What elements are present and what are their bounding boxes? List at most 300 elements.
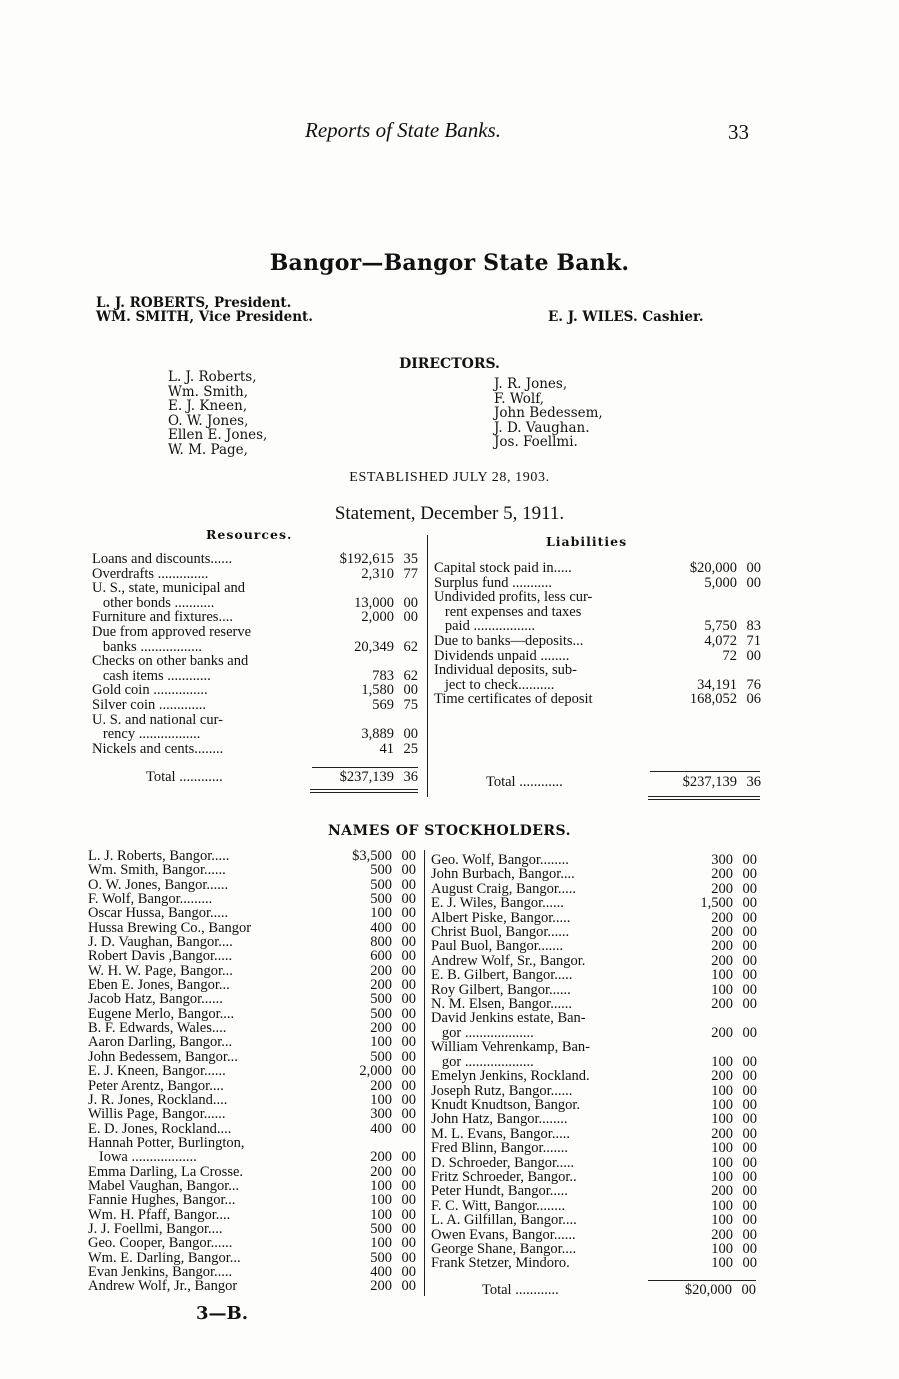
stockholder-row-label: Roy Gilbert, Bangor......	[431, 982, 571, 998]
stockholder-row-amount: 200	[711, 924, 733, 941]
stockholder-row-amount: 300	[370, 1106, 392, 1123]
resource-row-cents: 00	[403, 726, 418, 743]
resource-row-amount: 3,889	[361, 726, 394, 743]
liability-row	[434, 663, 761, 678]
stockholder-row	[431, 1011, 757, 1025]
stockholder-row-amount: 200	[370, 1163, 392, 1180]
resource-row-amount: 1,580	[361, 682, 394, 699]
stockholder-row-cents: 00	[401, 1005, 416, 1022]
stockholder-row-label: Joseph Rutz, Bangor......	[431, 1083, 573, 1098]
running-title: Reports of State Banks.	[305, 118, 501, 142]
stockholder-row-cents: 00	[401, 905, 416, 922]
stockholder-row	[88, 1093, 416, 1107]
liability-row-amount: 5,000	[704, 574, 737, 591]
statement-column-divider	[427, 535, 428, 797]
liability-row	[434, 692, 761, 707]
stockholder-row-label: Jacob Hatz, Bangor......	[88, 992, 223, 1007]
stockholder-row-cents: 00	[401, 876, 416, 893]
stockholder-row-label: David Jenkins estate, Ban-	[431, 1011, 586, 1026]
stockholder-row-cents: 00	[401, 1034, 416, 1051]
resource-row-amount: 41	[379, 740, 394, 757]
stockholder-row	[431, 1084, 757, 1098]
liabilities-total-row	[486, 775, 761, 790]
stockholder-row	[431, 1228, 757, 1242]
stockholder-row-label: gor ...................	[431, 1025, 534, 1041]
stockholder-row-amount: 1,500	[700, 895, 733, 912]
liability-row	[434, 678, 761, 693]
liability-row-cents: 00	[746, 574, 761, 591]
stockholder-row	[431, 997, 757, 1011]
liabilities-total-amount: $237,139	[682, 774, 737, 790]
stockholder-row-label: E. B. Gilbert, Bangor.....	[431, 968, 573, 983]
stockholder-row-cents: 00	[401, 1063, 416, 1080]
stockholder-row-label: Owen Evans, Bangor......	[431, 1227, 576, 1242]
stockholder-row-cents: 00	[401, 962, 416, 979]
stockholder-row-amount: 100	[711, 1240, 733, 1257]
stockholders-total-amount: $20,000	[684, 1282, 732, 1298]
stockholders-column-divider	[424, 850, 425, 1296]
stockholder-row-label: N. M. Elsen, Bangor......	[431, 997, 572, 1012]
stockholder-row-cents: 00	[742, 938, 757, 955]
stockholder-row-amount: 200	[370, 1278, 392, 1295]
stockholder-row-cents: 00	[742, 1183, 757, 1200]
liability-row-cents: 06	[746, 691, 761, 708]
stockholder-row-label: Andrew Wolf, Sr., Bangor.	[431, 953, 586, 969]
stockholder-row	[88, 964, 416, 978]
stockholder-row-label: F. C. Witt, Bangor........	[431, 1198, 566, 1214]
liability-row-amount: 5,750	[704, 618, 737, 635]
stockholder-row	[88, 1208, 416, 1222]
resources-total-label: Total ............	[146, 770, 223, 785]
liability-row-label: Individual deposits, sub-	[434, 663, 577, 678]
stockholder-row	[431, 911, 757, 925]
resource-row-label: U. S. and national cur-	[92, 712, 223, 728]
stockholder-row-cents: 00	[401, 977, 416, 994]
liability-row	[434, 619, 761, 634]
running-head	[0, 118, 899, 148]
liabilities-total-rule-1	[648, 796, 760, 797]
stockholder-row	[431, 1242, 757, 1256]
stockholder-row-amount: 500	[370, 1220, 392, 1237]
resource-row-label: banks .................	[92, 639, 202, 655]
stockholder-row-label: Wm. E. Darling, Bangor...	[88, 1250, 241, 1265]
stockholder-row-cents: 00	[742, 1111, 757, 1128]
stockholder-row-amount: 300	[711, 852, 733, 868]
stockholder-row-amount: 200	[711, 1024, 733, 1041]
stockholder-row-amount: 200	[711, 1125, 733, 1142]
resource-row-amount: 783	[372, 667, 394, 684]
stockholders-total-cents: 00	[741, 1282, 756, 1298]
stockholder-row-cents: 00	[401, 948, 416, 965]
stockholder-row-amount: 200	[711, 996, 733, 1013]
stockholder-row	[88, 921, 416, 935]
stockholder-row-label: John Burbach, Bangor....	[431, 867, 575, 882]
stockholder-row	[88, 1150, 416, 1164]
stockholder-row	[431, 1170, 757, 1184]
liability-row-amount: 4,072	[704, 632, 737, 649]
stockholder-row-label: Andrew Wolf, Jr., Bangor	[88, 1279, 238, 1294]
director-name: L. J. Roberts,	[168, 369, 257, 385]
resource-row-cents: 00	[403, 682, 418, 699]
resources-total-rule-1	[310, 789, 418, 790]
resource-row-amount: 2,000	[361, 609, 394, 626]
stockholder-row-cents: 00	[401, 1106, 416, 1123]
officers-left	[96, 296, 313, 324]
stockholders-left-list	[88, 849, 416, 1294]
stockholder-row-label: Hussa Brewing Co., Bangor	[88, 920, 252, 936]
stockholder-row	[431, 1098, 757, 1112]
stockholder-row	[88, 1222, 416, 1236]
stockholder-row	[88, 1193, 416, 1207]
vice-president-line: WM. SMITH, Vice President.	[96, 309, 313, 325]
stockholder-row	[88, 1165, 416, 1179]
stockholder-row-label: J. J. Foellmi, Bangor....	[88, 1221, 223, 1237]
stockholder-row	[88, 906, 416, 920]
liability-row	[434, 634, 761, 649]
resource-row	[92, 596, 418, 611]
stockholder-row	[88, 1122, 416, 1136]
stockholder-row-amount: 200	[711, 1183, 733, 1200]
resource-row	[92, 742, 418, 757]
directors-left-list	[168, 370, 267, 457]
stockholder-row	[431, 939, 757, 953]
liability-row-cents: 00	[746, 560, 761, 576]
resource-row-label: Gold coin ...............	[92, 683, 208, 698]
stockholder-row	[88, 1236, 416, 1250]
stockholder-row-amount: 200	[711, 880, 733, 897]
stockholder-row-cents: 00	[742, 1212, 757, 1229]
resources-total-cents: 36	[403, 769, 418, 785]
stockholder-row-amount: 100	[370, 905, 392, 922]
stockholder-row	[88, 878, 416, 892]
stockholder-row-cents: 00	[401, 1192, 416, 1209]
stockholder-row	[88, 863, 416, 877]
stockholder-row-cents: 00	[401, 1249, 416, 1266]
liability-row-label: Time certificates of deposit	[434, 692, 593, 707]
established-line: ESTABLISHED JULY 28, 1903.	[349, 470, 550, 485]
liability-row-label: Capital stock paid in.....	[434, 561, 572, 576]
stockholder-row-cents: 00	[401, 1235, 416, 1252]
resources-ledger	[92, 552, 418, 756]
resource-row-amount: 569	[372, 696, 394, 713]
stockholder-row-cents: 00	[401, 1020, 416, 1037]
resource-row-label: Overdrafts ..............	[92, 566, 209, 582]
stockholder-row	[431, 1184, 757, 1198]
stockholder-row-label: F. Wolf, Bangor.........	[88, 892, 213, 907]
resource-row-cents: 62	[403, 638, 418, 655]
stockholder-row-cents: 00	[742, 1226, 757, 1243]
directors-right-list	[494, 377, 603, 450]
stockholder-row-label: Hannah Potter, Burlington,	[88, 1135, 245, 1151]
stockholders-total-row	[482, 1283, 756, 1298]
liability-row	[434, 649, 761, 664]
stockholder-row	[431, 1127, 757, 1141]
liabilities-total-cents: 36	[746, 774, 761, 790]
director-name: J. D. Vaughan.	[494, 419, 590, 436]
stockholder-row-amount: 100	[711, 1197, 733, 1214]
stockholder-row-amount: 100	[711, 1053, 733, 1070]
liability-row-amount: $20,000	[689, 560, 737, 576]
stockholder-row-label: Iowa ..................	[88, 1150, 197, 1165]
director-name: O. W. Jones,	[168, 412, 249, 429]
stockholder-row	[88, 949, 416, 963]
stockholder-row-amount: 100	[711, 981, 733, 998]
resource-row-amount: $192,615	[339, 551, 394, 567]
resource-row-label: Furniture and fixtures....	[92, 610, 233, 625]
stockholder-row-label: Peter Arentz, Bangor....	[88, 1078, 224, 1093]
resource-row-cents: 77	[403, 565, 418, 582]
stockholder-row-label: Oscar Hussa, Bangor.....	[88, 906, 229, 921]
stockholder-row	[431, 1040, 757, 1054]
liability-row-label: ject to check..........	[434, 677, 555, 693]
stockholder-row-amount: 200	[370, 977, 392, 994]
stockholder-row	[431, 983, 757, 997]
stockholder-row-label: William Vehrenkamp, Ban-	[431, 1040, 591, 1055]
stockholder-row-label: Fritz Schroeder, Bangor..	[431, 1169, 577, 1185]
stockholder-row-amount: 100	[711, 1212, 733, 1229]
stockholder-row-amount: 100	[370, 1034, 392, 1051]
liability-row-cents: 00	[746, 647, 761, 664]
director-name: E. J. Kneen,	[168, 398, 248, 414]
directors-heading: DIRECTORS.	[399, 356, 500, 372]
stockholder-row-cents: 00	[742, 866, 757, 883]
stockholder-row-label: Aaron Darling, Bangor...	[88, 1035, 233, 1050]
stockholder-row	[431, 1256, 757, 1270]
stockholder-row-label: Geo. Cooper, Bangor......	[88, 1236, 233, 1251]
stockholder-row-amount: 2,000	[359, 1063, 392, 1080]
stockholder-row-amount: 100	[711, 1255, 733, 1272]
stockholder-row	[88, 1107, 416, 1121]
liability-row-label: Undivided profits, less cur-	[434, 590, 593, 605]
stockholder-row-amount: 100	[370, 1206, 392, 1223]
stockholder-row-label: Peter Hundt, Bangor.....	[431, 1184, 568, 1199]
stockholder-row-amount: 200	[711, 938, 733, 955]
stockholder-row-label: Albert Piske, Bangor.....	[431, 910, 571, 926]
resource-row-amount: 20,349	[354, 638, 394, 655]
stockholder-row-cents: 00	[401, 1048, 416, 1065]
stockholder-row-cents: 00	[401, 862, 416, 879]
stockholder-row-cents: 00	[742, 952, 757, 969]
stockholder-row-amount: 200	[711, 1068, 733, 1085]
resource-row-label: Due from approved reserve	[92, 624, 252, 640]
stockholder-row-amount: 600	[370, 948, 392, 965]
liability-row-amount: 168,052	[689, 691, 737, 708]
stockholder-row-amount: 200	[711, 909, 733, 926]
director-name: Ellen E. Jones,	[168, 427, 268, 443]
stockholder-row-amount: 100	[370, 1192, 392, 1209]
stockholder-row-label: gor ...................	[431, 1054, 534, 1070]
stockholder-row-amount: 100	[370, 1235, 392, 1252]
stockholder-row	[88, 1251, 416, 1265]
stockholder-row	[88, 892, 416, 906]
stockholder-row-label: Mabel Vaughan, Bangor...	[88, 1178, 240, 1194]
stockholder-row	[431, 1069, 757, 1083]
stockholder-row-amount: 100	[711, 967, 733, 984]
stockholder-row-label: Knudt Knudtson, Bangor.	[431, 1097, 581, 1113]
stockholder-row-label: Geo. Wolf, Bangor........	[431, 853, 569, 868]
stockholder-row-amount: 100	[370, 1177, 392, 1194]
stockholder-row-amount: 200	[711, 1226, 733, 1243]
stockholder-row-label: Robert Davis ,Bangor.....	[88, 949, 233, 964]
stockholder-row-amount: 100	[711, 1154, 733, 1171]
stockholder-row-amount: 400	[370, 1120, 392, 1137]
stockholder-row	[88, 1279, 416, 1293]
stockholder-row	[431, 1199, 757, 1213]
stockholder-row	[88, 1035, 416, 1049]
stockholder-row	[431, 925, 757, 939]
liabilities-subtotal-rule	[650, 771, 760, 772]
stockholder-row	[431, 1213, 757, 1227]
stockholder-row-amount: 800	[370, 934, 392, 951]
resource-row-label: Nickels and cents........	[92, 741, 224, 757]
resource-row-cents: 25	[403, 740, 418, 757]
resources-subtotal-rule	[312, 767, 418, 768]
stockholder-row	[88, 1064, 416, 1078]
stockholder-row-amount: 200	[370, 962, 392, 979]
stockholder-row	[88, 978, 416, 992]
stockholder-row-cents: 00	[401, 934, 416, 951]
liabilities-heading: Liabilities	[546, 534, 628, 549]
stockholder-row-amount: 200	[370, 1020, 392, 1037]
stockholder-row-cents: 00	[401, 1206, 416, 1223]
stockholder-row-cents: 00	[742, 895, 757, 912]
stockholder-row-cents: 00	[401, 1278, 416, 1295]
stockholder-row	[88, 1136, 416, 1150]
stockholder-row-cents: 00	[401, 1149, 416, 1166]
resources-total-row	[146, 770, 418, 785]
stockholder-row-cents: 00	[401, 848, 416, 864]
stockholder-row-label: Eben E. Jones, Bangor...	[88, 978, 230, 993]
stockholder-row-amount: 500	[370, 876, 392, 893]
resource-row	[92, 552, 418, 567]
liability-row	[434, 590, 761, 605]
resource-row-cents: 62	[403, 667, 418, 684]
stockholder-row-cents: 00	[742, 967, 757, 984]
stockholders-total-rule	[648, 1280, 756, 1281]
resource-row-label: cash items ............	[92, 668, 211, 684]
statement-title: Statement, December 5, 1911.	[334, 503, 565, 524]
resource-row-label: Checks on other banks and	[92, 654, 249, 669]
stockholder-row-cents: 00	[742, 1154, 757, 1171]
resource-row	[92, 567, 418, 582]
page-number: 33	[728, 120, 749, 144]
stockholder-row-label: Willis Page, Bangor......	[88, 1107, 226, 1122]
stockholder-row-label: Emma Darling, La Crosse.	[88, 1164, 244, 1179]
stockholder-row-label: J. R. Jones, Rockland....	[88, 1092, 228, 1108]
stockholder-row	[431, 1112, 757, 1126]
director-name: W. M. Page,	[168, 441, 248, 458]
stockholder-row-cents: 00	[742, 981, 757, 998]
director-name: John Bedessem,	[494, 405, 603, 421]
stockholder-row-label: George Shane, Bangor....	[431, 1241, 577, 1257]
stockholder-row-label: M. L. Evans, Bangor.....	[431, 1126, 570, 1142]
president-line: L. J. ROBERTS, President.	[96, 295, 292, 311]
stockholder-row	[88, 992, 416, 1006]
stockholder-row-label: J. D. Vaughan, Bangor....	[88, 935, 233, 950]
stockholder-row-label: Fannie Hughes, Bangor...	[88, 1193, 236, 1208]
resource-row	[92, 669, 418, 684]
stockholder-row	[88, 1179, 416, 1193]
resource-row	[92, 640, 418, 655]
stockholder-row	[431, 882, 757, 896]
stockholder-row-cents: 00	[742, 996, 757, 1013]
stockholder-row	[88, 1265, 416, 1279]
stockholders-right-list	[431, 853, 757, 1271]
cashier-line: E. J. WILES. Cashier.	[548, 309, 704, 325]
stockholder-row	[431, 896, 757, 910]
stockholder-row-label: Eugene Merlo, Bangor....	[88, 1006, 235, 1022]
stockholder-row-label: L. J. Roberts, Bangor.....	[88, 849, 230, 864]
stockholder-row-label: E. J. Kneen, Bangor......	[88, 1064, 226, 1079]
stockholder-row-cents: 00	[742, 924, 757, 941]
stockholder-row	[431, 867, 757, 881]
stockholder-row-label: Emelyn Jenkins, Rockland.	[431, 1069, 590, 1084]
resource-row-amount: 2,310	[361, 565, 394, 582]
stockholder-row-cents: 00	[742, 909, 757, 926]
stockholder-row-amount: 100	[711, 1111, 733, 1128]
director-name: J. R. Jones,	[494, 376, 568, 392]
stockholder-row-amount: 500	[370, 1249, 392, 1266]
resource-row	[92, 625, 418, 640]
stockholder-row-amount: 100	[370, 1091, 392, 1108]
stockholder-row-cents: 00	[742, 880, 757, 897]
stockholder-row-label: Frank Stetzer, Mindoro.	[431, 1256, 570, 1271]
liability-row-cents: 76	[746, 676, 761, 693]
stockholder-row-cents: 00	[742, 1082, 757, 1099]
stockholder-row-label: John Bedessem, Bangor...	[88, 1049, 238, 1065]
resources-heading: Resources.	[206, 527, 293, 542]
liability-row	[434, 576, 761, 591]
stockholder-row-cents: 00	[742, 852, 757, 868]
stockholder-row-cents: 00	[742, 1024, 757, 1041]
resource-row-label: rency .................	[92, 727, 201, 742]
stockholder-row	[431, 1055, 757, 1069]
stockholder-row-cents: 00	[742, 1068, 757, 1085]
liabilities-total-rule-2	[648, 799, 760, 800]
liability-row-label: Due to banks—deposits...	[434, 633, 584, 649]
stockholder-row-amount: 100	[711, 1082, 733, 1099]
stockholder-row-cents: 00	[401, 1163, 416, 1180]
stockholder-row-amount: 200	[711, 866, 733, 883]
stockholder-row-label: August Craig, Bangor.....	[431, 881, 576, 897]
stockholder-row-amount: 200	[370, 1077, 392, 1094]
stockholder-row-label: L. A. Gilfillan, Bangor....	[431, 1213, 577, 1228]
resources-total-amount: $237,139	[339, 769, 394, 785]
director-name: Jos. Foellmi.	[494, 434, 578, 450]
liability-row-label: Surplus fund ...........	[434, 575, 553, 591]
resource-row	[92, 698, 418, 713]
stockholder-row	[88, 1021, 416, 1035]
stockholder-row	[431, 853, 757, 867]
stockholder-row-amount: 400	[370, 919, 392, 936]
stockholder-row	[88, 1007, 416, 1021]
stockholder-row-cents: 00	[742, 1197, 757, 1214]
stockholder-row-cents: 00	[401, 1077, 416, 1094]
stockholder-row-cents: 00	[742, 1053, 757, 1070]
resource-row	[92, 727, 418, 742]
stockholder-row-cents: 00	[742, 1255, 757, 1272]
liability-row-label: Dividends unpaid ........	[434, 648, 570, 664]
stockholder-row-label: John Hatz, Bangor........	[431, 1112, 568, 1127]
stockholder-row-cents: 00	[742, 1140, 757, 1157]
stockholder-row-label: Wm. H. Pfaff, Bangor....	[88, 1207, 231, 1222]
liability-row-cents: 83	[746, 618, 761, 635]
bank-title: Bangor—Bangor State Bank.	[269, 250, 630, 276]
stockholder-row-label: B. F. Edwards, Wales....	[88, 1021, 227, 1036]
stockholder-row	[88, 935, 416, 949]
stockholder-row	[431, 968, 757, 982]
stockholders-heading: NAMES OF STOCKHOLDERS.	[327, 823, 572, 839]
